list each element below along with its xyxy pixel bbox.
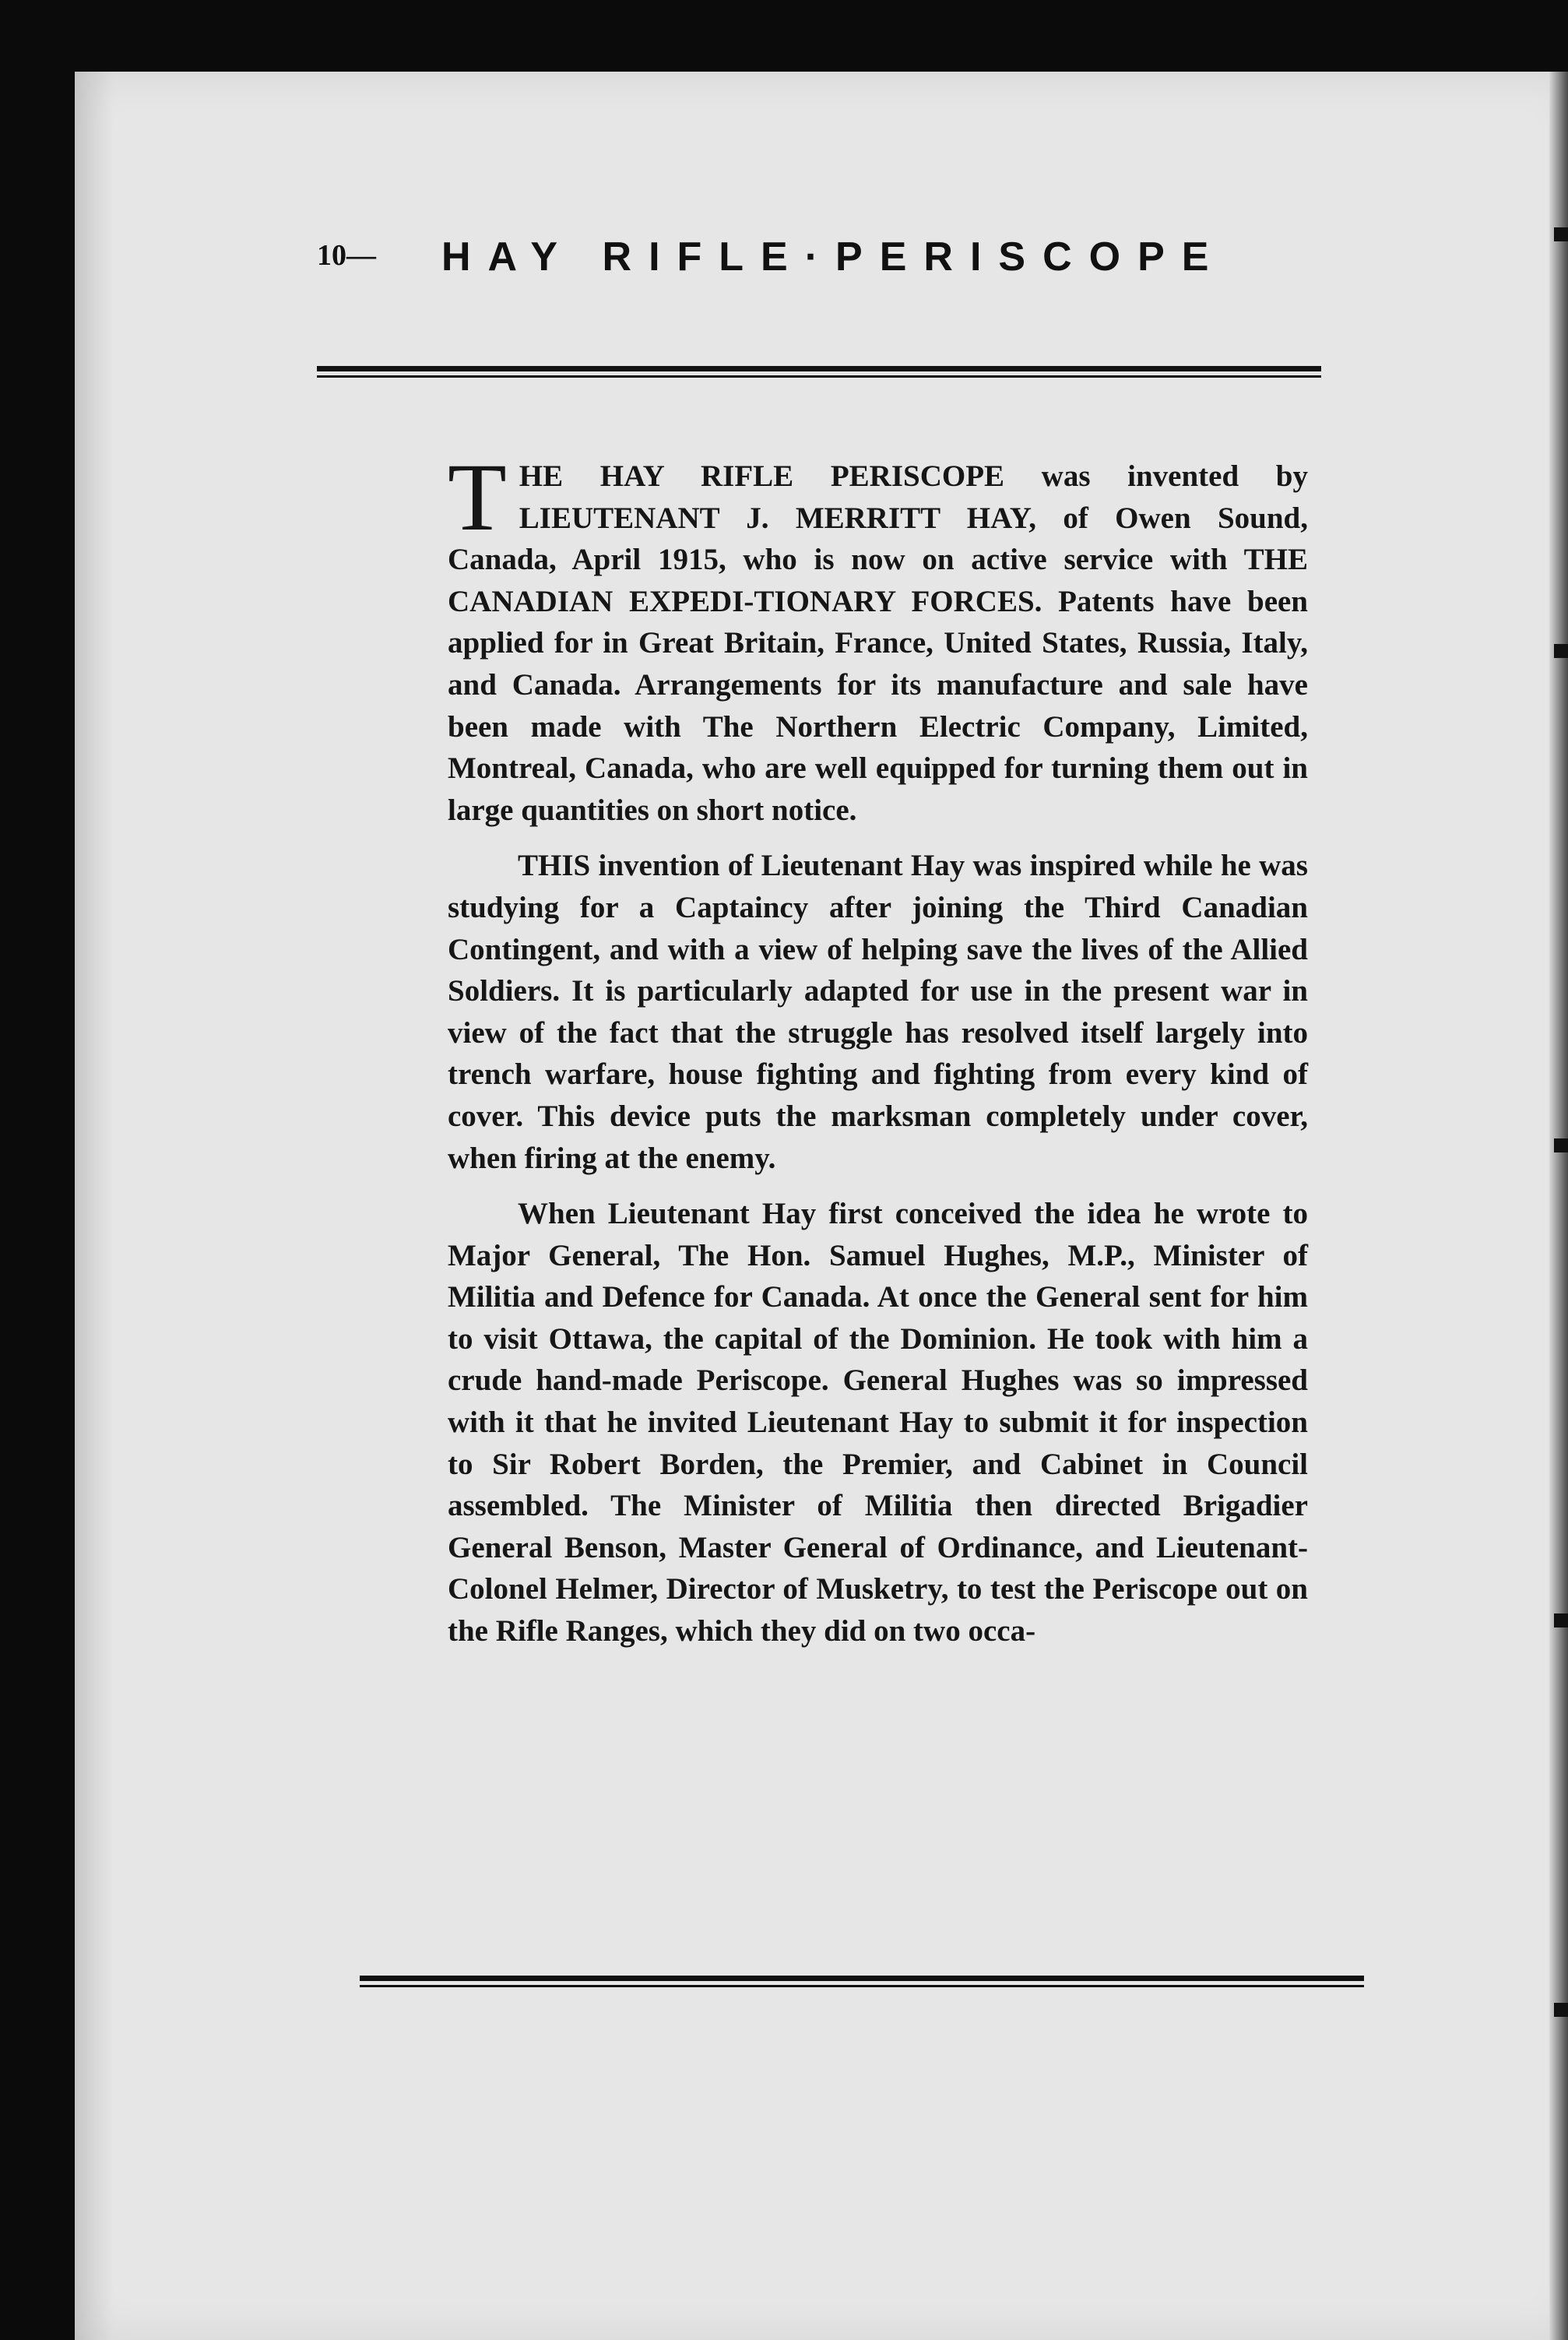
binding-mark [1554,2003,1568,2017]
header-rule [317,366,1321,378]
binding-mark [1554,644,1568,658]
header-rule-thick [317,366,1321,371]
drop-cap: T [448,444,507,551]
page-fold-shadow [75,72,114,2340]
running-title: HAY RIFLE·PERISCOPE [441,234,1226,280]
binding-mark [1554,227,1568,241]
binding-edge [1549,72,1568,2340]
binding-mark [1554,1613,1568,1627]
footer-rule [360,1976,1364,1987]
paragraph-1-text: HE HAY RIFLE PERISCOPE was invented by LIEUTENANT J. MERRITT HAY, of Owen Sound, Canada, April 1915, who is now on active service with THE CANADIAN EXPEDI-TIONARY FORCES. Patents have been applied for in Great Britain, France, United States, Russia, Italy, and Canada. Arrangements for its manufacture and sale have been made with The Northern Electric Company, Limited, Montreal, Canada, who are well equipped for turning them out in large quantities on short notice. [448,459,1308,827]
footer-rule-thin [360,1985,1364,1987]
paragraph-2: THIS invention of Lieutenant Hay was inspired while he was studying for a Captaincy after joining the Third Canadian Contingent, and with a view of helping save the lives of the Allied Soldiers. It is particularly adapted for use in the present war in view of the fact that the struggle has resolved itself largely into trench warfare, house fighting and fighting from every kind of cover. This device puts the marksman completely under cover, when firing at the enemy. [448,849,1308,1175]
footer-rule-thick [360,1976,1364,1981]
page-header [317,234,1395,280]
article-body [448,444,1308,1666]
header-rule-thin [317,375,1321,378]
page-number: 10— [317,239,376,272]
binding-mark [1554,1138,1568,1152]
paragraph-1 [448,444,1308,831]
paragraph-3: When Lieutenant Hay first conceived the idea he wrote to Major General, The Hon. Samuel Hughes, M.P., Minister of Militia and Defence for Canada. At once the General sent for him to visit Ottawa, the capital of the Dominion. He took with him a crude hand-made Periscope. General Hughes was so impressed with it that he invited Lieutenant Hay to submit it for inspection to Sir Robert Borden, the Premier, and Cabinet in Council assembled. The Minister of Militia then directed Brigadier General Benson, Master General of Ordinance, and Lieutenant-Colonel Helmer, Director of Musketry, to test the Periscope out on the Rifle Ranges, which they did on two occa- [448,1197,1308,1649]
